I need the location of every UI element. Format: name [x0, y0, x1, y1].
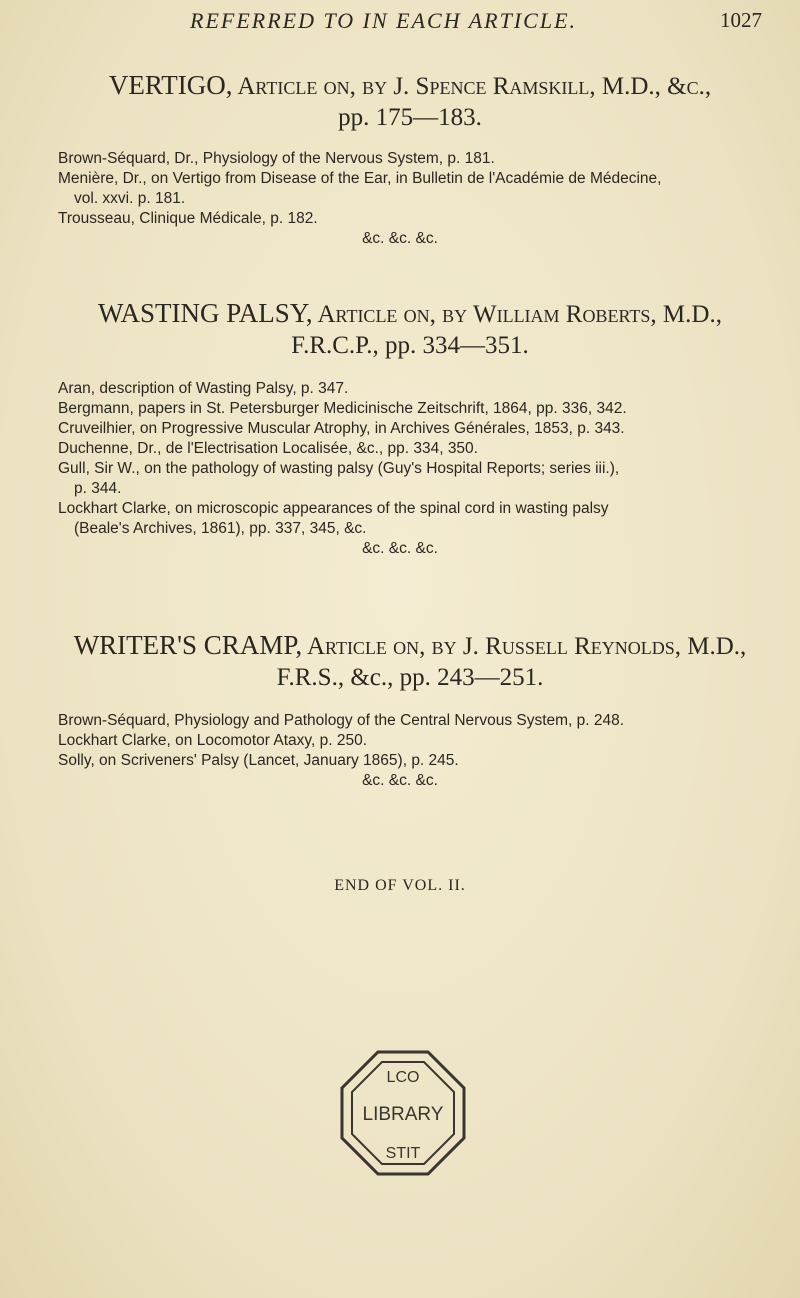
- reference-entry: Brown-Séquard, Dr., Physiology of the Nervous System, p. 181.: [58, 150, 495, 167]
- reference-entry: Menière, Dr., on Vertigo from Disease of the Ear, in Bulletin de l'Académie de Médecine, vol. xxvi. p. 181.: [58, 170, 662, 207]
- etcetera-line: &c. &c. &c.: [362, 540, 438, 557]
- section-title: WASTING PALSY, Article on, by William Roberts, M.D., F.R.C.P., pp. 334—351.: [98, 298, 722, 359]
- reference-entry: Brown-Séquard, Physiology and Pathology of the Central Nervous System, p. 248.: [58, 712, 625, 729]
- etcetera-line: &c. &c. &c.: [362, 230, 438, 247]
- reference-entry: Trousseau, Clinique Médicale, p. 182.: [58, 210, 318, 227]
- reference-entry: Lockhart Clarke, on Locomotor Ataxy, p. 250.: [58, 732, 368, 749]
- running-title: REFERRED TO IN EACH ARTICLE.: [190, 8, 578, 33]
- etcetera-line: &c. &c. &c.: [362, 772, 438, 789]
- page-number: 1027: [720, 8, 762, 32]
- section-vertigo: [0, 70, 800, 249]
- section-wasting-palsy: [0, 298, 800, 559]
- reference-entry: Duchenne, Dr., de l'Electrisation Localisée, &c., pp. 334, 350.: [58, 440, 478, 457]
- section-title: WRITER'S CRAMP, Article on, by J. Russell Reynolds, M.D., F.R.S., &c., pp. 243—251.: [73, 630, 747, 691]
- reference-entry: Gull, Sir W., on the pathology of wasting palsy (Guy's Hospital Reports; series iii.), p. 344.: [58, 460, 620, 497]
- stamp-top-text: LCO: [386, 1069, 420, 1086]
- section-writers-cramp: [0, 630, 800, 791]
- reference-list: [0, 379, 800, 559]
- reference-entry: Solly, on Scriveners' Palsy (Lancet, January 1865), p. 245.: [58, 752, 459, 769]
- reference-list: [0, 711, 800, 791]
- reference-entry: Lockhart Clarke, on microscopic appearances of the spinal cord in wasting palsy (Beale's Archives, 1861), pp. 337, 345, &c.: [58, 500, 609, 537]
- reference-entry: Cruveilhier, on Progressive Muscular Atrophy, in Archives Générales, 1853, p. 343.: [58, 420, 625, 437]
- running-head: [0, 8, 800, 38]
- stamp-bottom-text: STIT: [385, 1145, 421, 1162]
- end-of-volume-note: END OF VOL. II.: [334, 877, 466, 894]
- reference-list: [0, 149, 800, 249]
- library-stamp-seal: [338, 1048, 468, 1178]
- stamp-center-text: LIBRARY: [362, 1104, 444, 1125]
- reference-entry: Aran, description of Wasting Palsy, p. 347.: [58, 380, 349, 397]
- section-title: VERTIGO, Article on, by J. Spence Ramskill, M.D., &c., pp. 175—183.: [108, 70, 712, 131]
- reference-entry: Bergmann, papers in St. Petersburger Medicinische Zeitschrift, 1864, pp. 336, 342.: [58, 400, 627, 417]
